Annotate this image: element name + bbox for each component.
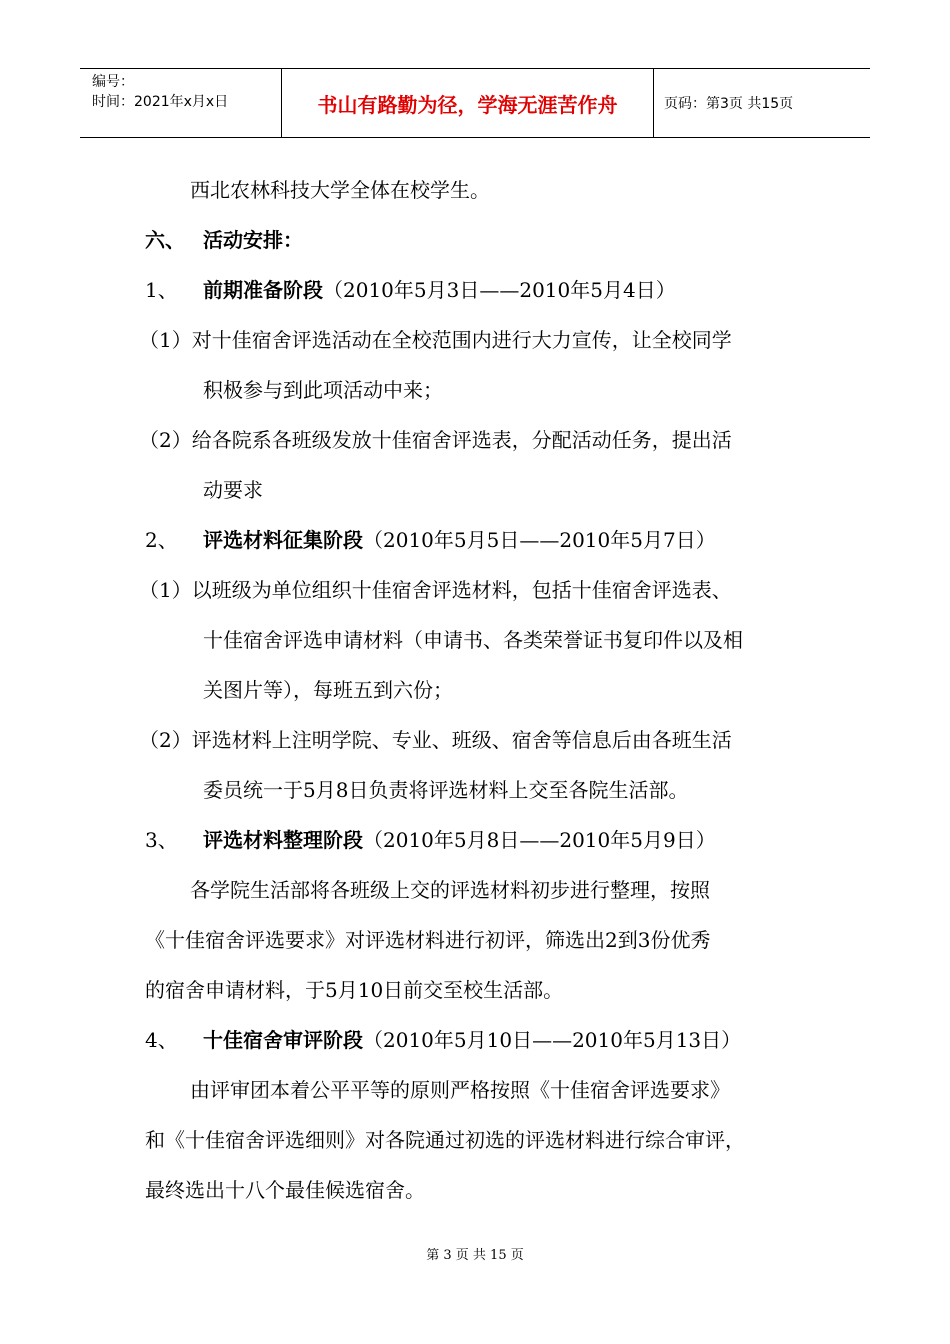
stage-heading (145, 515, 810, 565)
list-item: （2）评选材料上注明学院、专业、班级、宿舍等信息后由各班生活 (139, 728, 732, 752)
paragraph-cont: 的宿舍申请材料，于5月10日前交至校生活部。 (145, 978, 564, 1002)
list-item-cont: 十佳宿舍评选申请材料（申请书、各类荣誉证书复印件以及相 (203, 628, 743, 652)
stage-title: 评选材料整理阶段 (203, 828, 363, 852)
stage-number: 3、 (145, 828, 178, 852)
page-footer: 第 3 页 共 15 页 (426, 1248, 524, 1263)
section-heading (145, 215, 810, 265)
stage-title: 前期准备阶段 (203, 278, 323, 302)
list-item-cont: 积极参与到此项活动中来； (203, 378, 443, 402)
stage-number: 2、 (145, 528, 178, 552)
stage-heading (145, 1015, 810, 1065)
list-item-cont: 委员统一于5月8日负责将评选材料上交至各院生活部。 (203, 778, 689, 802)
paragraph: 由评审团本着公平平等的原则严格按照《十佳宿舍评选要求》 (190, 1078, 730, 1102)
list-item-cont: 动要求 (203, 478, 263, 502)
paragraph-cont: 《十佳宿舍评选要求》对评选材料进行初评，筛选出2到3份优秀 (145, 928, 711, 952)
stage-date: （2010年5月8日——2010年5月9日） (363, 828, 716, 852)
header-meta (80, 69, 282, 137)
document-body (139, 165, 810, 1215)
section-title: 活动安排： (203, 228, 303, 252)
stage-date: （2010年5月5日——2010年5月7日） (363, 528, 716, 552)
paragraph-cont: 和《十佳宿舍评选细则》对各院通过初选的评选材料进行综合审评， (145, 1128, 745, 1152)
header-motto: 书山有路勤为径，学海无涯苦作舟 (282, 69, 654, 137)
list-item: （2）给各院系各班级发放十佳宿舍评选表，分配活动任务，提出活 (139, 428, 732, 452)
page-header (80, 68, 870, 138)
header-page-info: 页码：第3页 共15页 (664, 96, 794, 112)
code-label: 编号： (92, 74, 134, 90)
list-item: （1）对十佳宿舍评选活动在全校范围内进行大力宣传，让全校同学 (139, 328, 732, 352)
stage-title: 十佳宿舍审评阶段 (203, 1028, 363, 1052)
list-item-cont: 关图片等），每班五到六份； (203, 678, 453, 702)
stage-number: 4、 (145, 1028, 178, 1052)
stage-heading (145, 265, 810, 315)
stage-date: （2010年5月10日——2010年5月13日） (363, 1028, 742, 1052)
paragraph-cont: 最终选出十八个最佳候选宿舍。 (145, 1178, 425, 1202)
list-item: （1）以班级为单位组织十佳宿舍评选材料，包括十佳宿舍评选表、 (139, 578, 732, 602)
stage-heading (145, 815, 810, 865)
stage-number: 1、 (145, 278, 178, 302)
stage-title: 评选材料征集阶段 (203, 528, 363, 552)
section-number: 六、 (145, 228, 185, 252)
paragraph: 西北农林科技大学全体在校学生。 (190, 178, 490, 202)
stage-date: （2010年5月3日——2010年5月4日） (323, 278, 676, 302)
paragraph: 各学院生活部将各班级上交的评选材料初步进行整理，按照 (190, 878, 710, 902)
time-label: 时间：2021年x月x日 (92, 94, 229, 110)
